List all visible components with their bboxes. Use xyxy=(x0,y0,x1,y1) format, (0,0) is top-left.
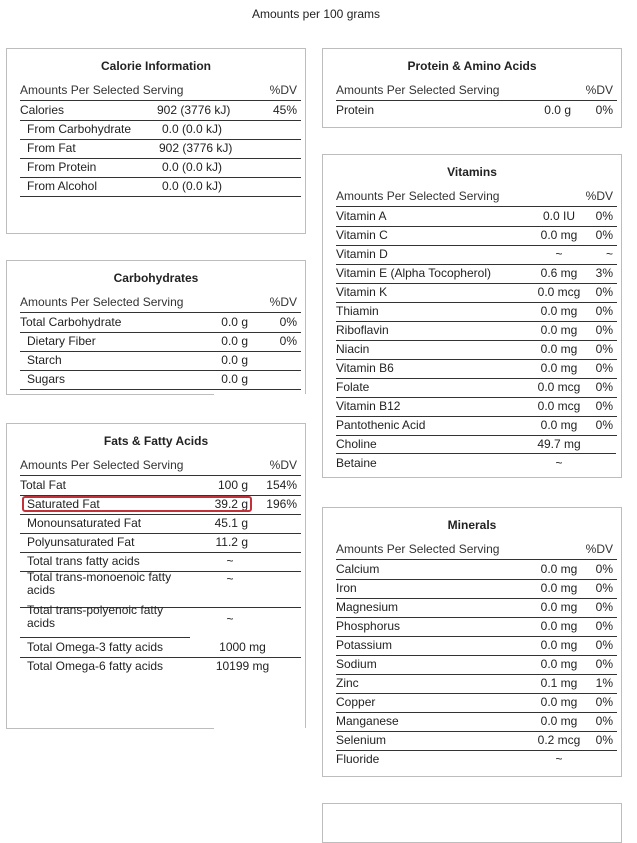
table-row xyxy=(336,636,617,656)
calorie-header-row xyxy=(20,81,301,101)
nutrient-amount: 0.0 g xyxy=(544,103,571,117)
nutrient-amount: 0.0 mg xyxy=(540,342,578,356)
carbohydrates-panel xyxy=(6,260,306,394)
panel-edge xyxy=(6,728,214,729)
calorie-panel xyxy=(6,48,306,234)
nutrient-name: Riboflavin xyxy=(336,323,389,337)
nutrient-amount: 11.2 g xyxy=(215,535,248,549)
column-header-name: Amounts Per Selected Serving xyxy=(20,458,184,472)
nutrient-name: Fluoride xyxy=(336,752,380,766)
table-row xyxy=(20,514,301,534)
column-header-dv: %DV xyxy=(585,542,613,556)
nutrient-dv: ~ xyxy=(605,247,613,261)
nutrient-amount: 45.1 g xyxy=(214,516,248,530)
table-row xyxy=(20,139,301,159)
table-row xyxy=(336,712,617,732)
nutrient-name: Vitamin B6 xyxy=(336,361,394,375)
nutrient-amount: ~ xyxy=(226,612,234,626)
nutrient-dv: 0% xyxy=(595,103,613,117)
nutrient-amount: 0.0 mg xyxy=(540,418,578,432)
nutrient-name: Vitamin A xyxy=(336,209,387,223)
nutrient-name: From Fat xyxy=(27,141,76,155)
nutrient-dv: 0% xyxy=(595,361,613,375)
nutrient-dv: 0% xyxy=(595,380,613,394)
table-row xyxy=(336,560,617,580)
minerals-header-row xyxy=(336,540,617,560)
nutrient-name: Vitamin K xyxy=(336,285,388,299)
nutrient-name: Total Fat xyxy=(20,478,67,492)
table-row xyxy=(20,158,301,178)
column-header-name: Amounts Per Selected Serving xyxy=(336,189,500,203)
nutrient-amount: 902 (3776 kJ) xyxy=(159,141,233,155)
nutrient-amount: 0.0 g xyxy=(221,315,248,329)
nutrient-name: Betaine xyxy=(336,456,377,470)
saturated-fat-highlight xyxy=(22,496,252,512)
nutrient-dv: 0% xyxy=(595,619,613,633)
table-row xyxy=(336,264,617,284)
nutrient-dv: 0% xyxy=(595,209,613,223)
nutrient-amount: 0.0 mg xyxy=(540,361,578,375)
nutrient-dv: 0% xyxy=(595,562,613,576)
nutrient-name: Choline xyxy=(336,437,377,451)
nutrient-name: Selenium xyxy=(336,733,387,747)
table-row xyxy=(336,359,617,379)
nutrient-name: Total Carbohydrate xyxy=(20,315,122,329)
nutrient-amount: 0.0 mg xyxy=(540,228,578,242)
nutrient-dv: 0% xyxy=(279,334,297,348)
nutrient-amount: 0.0 mg xyxy=(540,581,578,595)
nutrient-amount: 49.7 mg xyxy=(537,437,581,451)
protein-header-row xyxy=(336,81,617,101)
table-row xyxy=(336,101,617,120)
table-row xyxy=(20,370,301,390)
nutrient-name: Starch xyxy=(27,353,62,367)
table-row xyxy=(20,476,301,496)
nutrient-name: Vitamin C xyxy=(336,228,388,242)
table-row xyxy=(336,302,617,322)
nutrient-name: From Carbohydrate xyxy=(27,122,132,136)
nutrient-amount: 0.6 mg xyxy=(540,266,578,280)
nutrient-name: Phosphorus xyxy=(336,619,401,633)
nutrient-dv: 0% xyxy=(595,657,613,671)
nutrient-amount: 0.0 (0.0 kJ) xyxy=(162,122,223,136)
table-row xyxy=(336,454,617,473)
nutrient-name: Sodium xyxy=(336,657,377,671)
table-row xyxy=(336,378,617,398)
nutrient-amount: 0.0 g xyxy=(221,372,248,386)
nutrient-name: From Protein xyxy=(27,160,97,174)
nutrient-name: Monounsaturated Fat xyxy=(27,516,142,530)
nutrient-amount: 39.2 g xyxy=(214,497,248,511)
carbohydrates-panel-title: Carbohydrates xyxy=(113,271,199,285)
panel-edge xyxy=(6,394,214,395)
nutrient-name: Magnesium xyxy=(336,600,399,614)
nutrient-name: Zinc xyxy=(336,676,359,690)
nutrient-amount: ~ xyxy=(226,572,234,586)
nutrient-name: Saturated Fat xyxy=(27,497,100,511)
nutrient-amount: 0.0 (0.0 kJ) xyxy=(162,179,223,193)
nutrient-name: Vitamin D xyxy=(336,247,388,261)
nutrient-name: Vitamin E (Alpha Tocopherol) xyxy=(336,266,491,280)
column-header-name: Amounts Per Selected Serving xyxy=(20,83,184,97)
table-row xyxy=(20,120,301,140)
table-row xyxy=(20,101,301,121)
carbs-header-row xyxy=(20,293,301,313)
nutrient-amount: 0.0 mg xyxy=(540,657,578,671)
nutrient-name: Total trans-monoenoic fatty acids xyxy=(27,570,172,597)
nutrient-dv: 196% xyxy=(266,497,297,511)
table-row xyxy=(336,674,617,694)
nutrient-amount: 10199 mg xyxy=(215,659,270,673)
nutrient-amount: ~ xyxy=(555,752,563,766)
nutrient-dv: 0% xyxy=(279,315,297,329)
table-row xyxy=(336,397,617,417)
table-row xyxy=(336,207,617,227)
column-header-dv: %DV xyxy=(269,458,297,472)
table-row xyxy=(336,226,617,246)
nutrient-amount: 0.1 mg xyxy=(540,676,578,690)
protein-panel xyxy=(322,48,622,128)
nutrient-dv: 154% xyxy=(266,478,297,492)
nutrient-amount: 0.0 mg xyxy=(540,714,578,728)
nutrient-name: Total Omega-3 fatty acids xyxy=(27,640,164,654)
nutrient-name: Pantothenic Acid xyxy=(336,418,426,432)
nutrient-name: Dietary Fiber xyxy=(27,334,96,348)
nutrient-amount: 0.0 mg xyxy=(540,600,578,614)
nutrient-amount: ~ xyxy=(555,247,563,261)
nutrient-name: Potassium xyxy=(336,638,393,652)
nutrient-dv: 45% xyxy=(272,103,297,117)
minerals-panel-title: Minerals xyxy=(447,518,497,532)
nutrient-dv: 0% xyxy=(595,695,613,709)
nutrient-amount: 0.0 mcg xyxy=(537,399,581,413)
nutrient-dv: 0% xyxy=(595,342,613,356)
vitamins-header-row xyxy=(336,187,617,207)
vitamins-panel xyxy=(322,154,622,478)
nutrient-amount: 100 g xyxy=(217,478,248,492)
nutrient-name: Calories xyxy=(20,103,65,117)
nutrient-amount: 0.0 mg xyxy=(540,638,578,652)
nutrient-amount: 0.0 IU xyxy=(542,209,575,223)
nutrient-amount: 0.0 mg xyxy=(540,695,578,709)
nutrient-name: From Alcohol xyxy=(27,179,98,193)
nutrient-name: Calcium xyxy=(336,562,380,576)
nutrient-dv: 0% xyxy=(595,600,613,614)
nutrient-dv: 0% xyxy=(595,733,613,747)
table-row xyxy=(336,579,617,599)
fats-header-row xyxy=(20,456,301,476)
table-row xyxy=(336,750,617,769)
table-row xyxy=(20,638,301,658)
nutrient-name: Manganese xyxy=(336,714,399,728)
nutrient-dv: 0% xyxy=(595,638,613,652)
table-row xyxy=(20,177,301,197)
nutrient-amount: 0.0 mg xyxy=(540,304,578,318)
nutrient-amount: 0.0 mcg xyxy=(537,380,581,394)
table-row xyxy=(336,655,617,675)
nutrient-name: Total trans-polyenoic fatty acids xyxy=(27,603,164,630)
table-row xyxy=(20,351,301,371)
nutrient-dv: 0% xyxy=(595,714,613,728)
table-row xyxy=(20,313,301,333)
nutrient-dv: 0% xyxy=(595,323,613,337)
nutrient-name: Folate xyxy=(336,380,370,394)
table-row xyxy=(336,340,617,360)
nutrient-amount: 0.0 mg xyxy=(540,562,578,576)
table-row xyxy=(336,283,617,303)
nutrient-name: Total trans fatty acids xyxy=(27,554,140,568)
minerals-panel xyxy=(322,507,622,777)
nutrient-dv: 3% xyxy=(595,266,613,280)
nutrient-dv: 1% xyxy=(595,676,613,690)
nutrient-dv: 0% xyxy=(595,228,613,242)
column-header-dv: %DV xyxy=(585,189,613,203)
nutrient-dv: 0% xyxy=(595,418,613,432)
fats-panel xyxy=(6,423,306,728)
nutrient-name: Polyunsaturated Fat xyxy=(27,535,135,549)
nutrient-dv: 0% xyxy=(595,581,613,595)
nutrient-amount: 0.2 mcg xyxy=(537,733,581,747)
table-row xyxy=(20,657,301,676)
table-row xyxy=(336,435,617,454)
nutrient-amount: 1000 mg xyxy=(219,640,266,654)
column-header-name: Amounts Per Selected Serving xyxy=(336,542,500,556)
table-row xyxy=(20,332,301,352)
nutrient-name: Vitamin B12 xyxy=(336,399,401,413)
nutrient-amount: 0.0 g xyxy=(221,353,248,367)
nutrient-name: Niacin xyxy=(336,342,370,356)
table-row xyxy=(336,245,617,265)
nutrient-name: Copper xyxy=(336,695,376,709)
table-row xyxy=(336,321,617,341)
next-panel-edge xyxy=(322,803,622,843)
nutrient-name: Iron xyxy=(336,581,357,595)
table-row xyxy=(336,731,617,751)
nutrient-dv: 0% xyxy=(595,304,613,318)
nutrient-amount: 0.0 mg xyxy=(540,619,578,633)
table-row xyxy=(336,693,617,713)
nutrient-amount: 0.0 (0.0 kJ) xyxy=(162,160,223,174)
nutrient-amount: ~ xyxy=(555,456,563,470)
table-row xyxy=(336,598,617,618)
page-title: Amounts per 100 grams xyxy=(251,7,381,21)
nutrient-name: Sugars xyxy=(27,372,66,386)
nutrient-amount: ~ xyxy=(226,554,234,568)
column-header-name: Amounts Per Selected Serving xyxy=(336,83,500,97)
nutrient-dv: 0% xyxy=(595,285,613,299)
table-row xyxy=(20,604,301,640)
nutrient-amount: 0.0 g xyxy=(221,334,248,348)
nutrient-dv: 0% xyxy=(595,399,613,413)
column-header-dv: %DV xyxy=(585,83,613,97)
nutrient-name: Total Omega-6 fatty acids xyxy=(27,659,164,673)
table-row xyxy=(20,533,301,553)
protein-panel-title: Protein & Amino Acids xyxy=(407,59,537,73)
column-header-name: Amounts Per Selected Serving xyxy=(20,295,184,309)
nutrient-amount: 0.0 mcg xyxy=(537,285,581,299)
fats-panel-title: Fats & Fatty Acids xyxy=(103,434,209,448)
nutrient-name: Thiamin xyxy=(336,304,379,318)
calorie-panel-title: Calorie Information xyxy=(100,59,211,73)
column-header-dv: %DV xyxy=(269,83,297,97)
nutrient-name: Protein xyxy=(336,103,375,117)
nutrient-amount: 902 (3776 kJ) xyxy=(157,103,231,117)
table-row xyxy=(336,416,617,436)
column-header-dv: %DV xyxy=(269,295,297,309)
nutrient-amount: 0.0 mg xyxy=(540,323,578,337)
vitamins-panel-title: Vitamins xyxy=(447,165,497,179)
table-row xyxy=(20,552,301,572)
table-row xyxy=(336,617,617,637)
